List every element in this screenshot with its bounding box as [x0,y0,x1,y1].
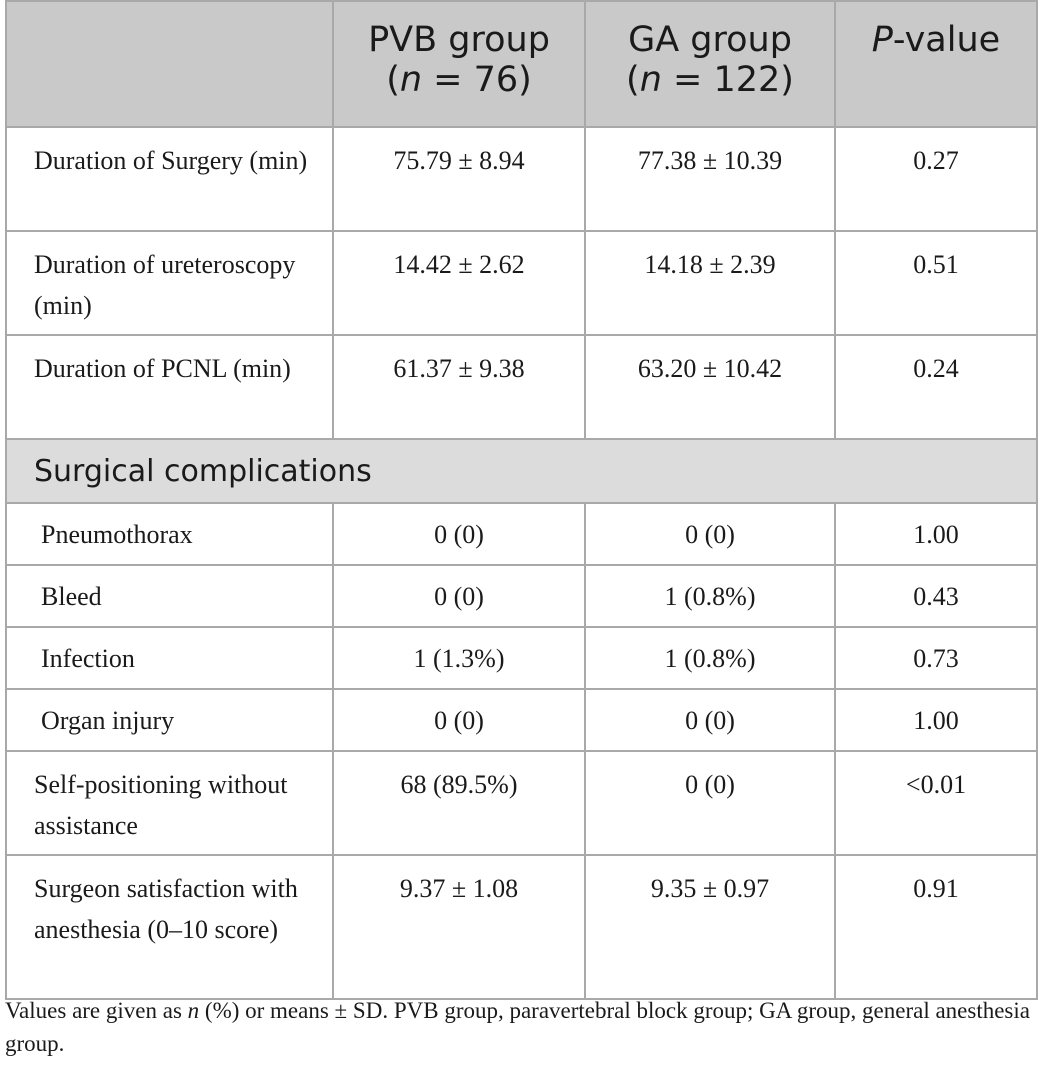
row-label: Bleed [6,565,333,627]
table-footnote [5,994,1040,1060]
table-row [6,751,1037,855]
table-row [6,127,1037,231]
p-value: <0.01 [835,751,1037,855]
table-row [6,689,1037,751]
ga-value: 77.38 ± 10.39 [585,127,835,231]
footnote-post: (%) or means ± SD. PVB group, paravertebral block group; GA group, general anesthesia group. [5,998,1030,1056]
table-row [6,627,1037,689]
p-value: 0.91 [835,855,1037,999]
ga-value: 63.20 ± 10.42 [585,335,835,439]
header-ga-n-var: n [639,60,662,100]
row-label: Infection [6,627,333,689]
ga-value: 1 (0.8%) [585,627,835,689]
ga-value: 9.35 ± 0.97 [585,855,835,999]
row-label: Self-positioning without assistance [6,751,333,855]
ga-value: 0 (0) [585,503,835,565]
header-ga-group: GA group (n = 122) [585,1,835,127]
row-label: Duration of ureteroscopy (min) [6,231,333,335]
row-label: Surgeon satisfaction with anesthesia (0–10 score) [6,855,333,999]
p-value: 1.00 [835,689,1037,751]
pvb-value: 68 (89.5%) [333,751,585,855]
footnote-pre: Values are given as [5,998,188,1023]
p-value: 0.73 [835,627,1037,689]
table-row [6,503,1037,565]
row-label: Organ injury [6,689,333,751]
p-value: 1.00 [835,503,1037,565]
row-label: Duration of PCNL (min) [6,335,333,439]
pvb-value: 9.37 ± 1.08 [333,855,585,999]
header-p-var: P [871,20,893,60]
header-pvb-group: PVB group (n = 76) [333,1,585,127]
header-pvb-title: PVB group [368,20,550,60]
pvb-value: 61.37 ± 9.38 [333,335,585,439]
ga-value: 14.18 ± 2.39 [585,231,835,335]
table-row [6,231,1037,335]
results-table [5,0,1038,1000]
header-row [6,1,1037,127]
header-blank-cell [6,1,333,127]
pvb-value: 75.79 ± 8.94 [333,127,585,231]
section-title: Surgical complications [6,439,1037,503]
header-ga-title: GA group [628,20,792,60]
ga-value: 0 (0) [585,689,835,751]
header-pvb-n-var: n [399,60,423,100]
header-p-value [835,1,1037,127]
footnote-n-var: n [187,998,200,1023]
table-row [6,335,1037,439]
pvb-value: 14.42 ± 2.62 [333,231,585,335]
p-value: 0.43 [835,565,1037,627]
pvb-value: 0 (0) [333,689,585,751]
row-label: Pneumothorax [6,503,333,565]
table-row [6,565,1037,627]
table-row [6,855,1037,999]
p-value: 0.24 [835,335,1037,439]
header-p-rest: -value [892,20,1001,60]
section-header-row [6,439,1037,503]
pvb-value: 0 (0) [333,565,585,627]
ga-value: 1 (0.8%) [585,565,835,627]
pvb-value: 0 (0) [333,503,585,565]
row-label: Duration of Surgery (min) [6,127,333,231]
header-pvb-n-value: = 76) [422,60,532,100]
pvb-value: 1 (1.3%) [333,627,585,689]
p-value: 0.51 [835,231,1037,335]
ga-value: 0 (0) [585,751,835,855]
p-value: 0.27 [835,127,1037,231]
header-ga-n-value: = 122) [661,60,794,100]
